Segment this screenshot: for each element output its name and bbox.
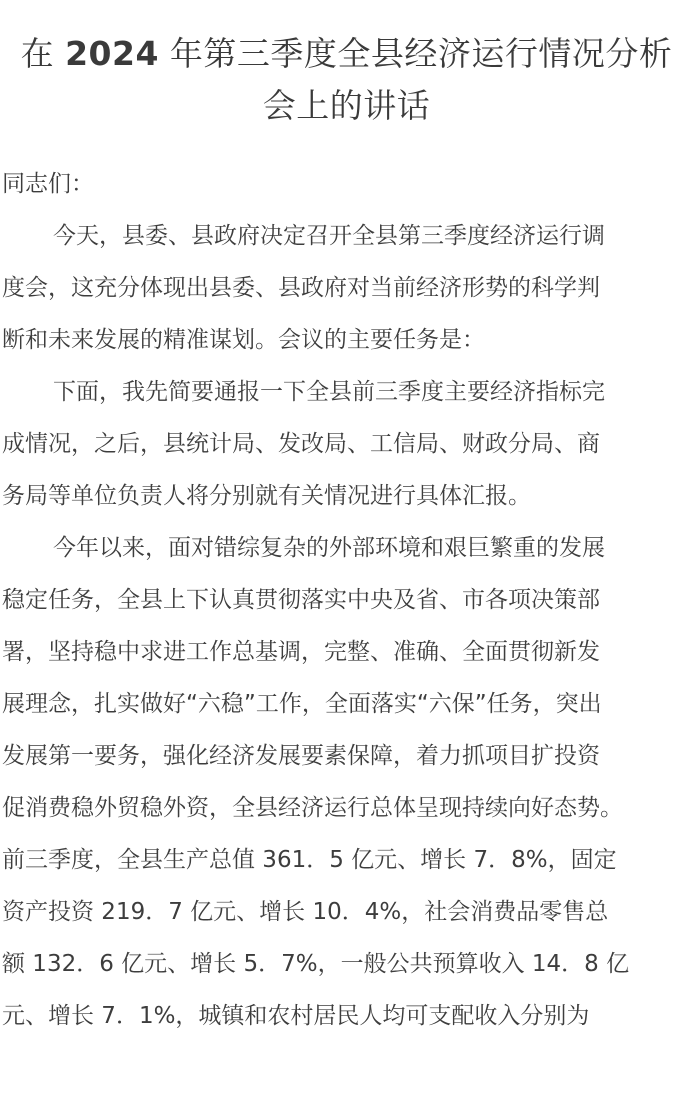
paragraph-line: 今年以来，面对错综复杂的外部环境和艰巨繁重的发展 bbox=[53, 535, 605, 561]
paragraph-line: 下面，我先简要通报一下全县前三季度主要经济指标完 bbox=[53, 379, 605, 405]
paragraph-line: 稳定任务，全县上下认真贯彻落实中央及省、市各项决策部 bbox=[2, 587, 600, 613]
title-year: 2024 bbox=[65, 34, 159, 73]
paragraph-line: 度会，这充分体现出县委、县政府对当前经济形势的科学判 bbox=[2, 275, 600, 301]
paragraph-line: 署，坚持稳中求进工作总基调，完整、准确、全面贯彻新发 bbox=[2, 639, 600, 665]
document-title bbox=[0, 25, 693, 129]
paragraph-line: 额 132．6 亿元、增长 5．7%，一般公共预算收入 14．8 亿 bbox=[2, 951, 630, 977]
paragraph-line: 促消费稳外贸稳外资，全县经济运行总体呈现持续向好态势。 bbox=[2, 795, 623, 821]
paragraph-line: 资产投资 219．7 亿元、增长 10．4%，社会消费品零售总 bbox=[2, 899, 609, 925]
title-line-1 bbox=[0, 25, 693, 77]
paragraph-line: 务局等单位负责人将分别就有关情况进行具体汇报。 bbox=[2, 483, 531, 509]
paragraph-line: 发展第一要务，强化经济发展要素保障，着力抓项目扩投资 bbox=[2, 743, 600, 769]
paragraph-line: 成情况，之后，县统计局、发改局、工信局、财政分局、商 bbox=[2, 431, 600, 457]
paragraph-line: 今天，县委、县政府决定召开全县第三季度经济运行调 bbox=[53, 223, 605, 249]
paragraph-line: 展理念，扎实做好“六稳”工作，全面落实“六保”任务，突出 bbox=[2, 691, 602, 717]
title-suffix: 年第三季度全县经济运行情况分析 bbox=[158, 34, 673, 73]
salutation: 同志们： bbox=[2, 171, 94, 197]
title-prefix: 在 bbox=[20, 34, 66, 73]
speech-body bbox=[2, 158, 693, 1042]
title-line-2: 会上的讲话 bbox=[262, 86, 431, 125]
paragraph-line: 元、增长 7．1%，城镇和农村居民人均可支配收入分别为 bbox=[2, 1003, 590, 1029]
paragraph-line: 前三季度，全县生产总值 361．5 亿元、增长 7．8%，固定 bbox=[2, 847, 617, 873]
paragraph-line: 断和未来发展的精准谋划。会议的主要任务是： bbox=[2, 327, 485, 353]
